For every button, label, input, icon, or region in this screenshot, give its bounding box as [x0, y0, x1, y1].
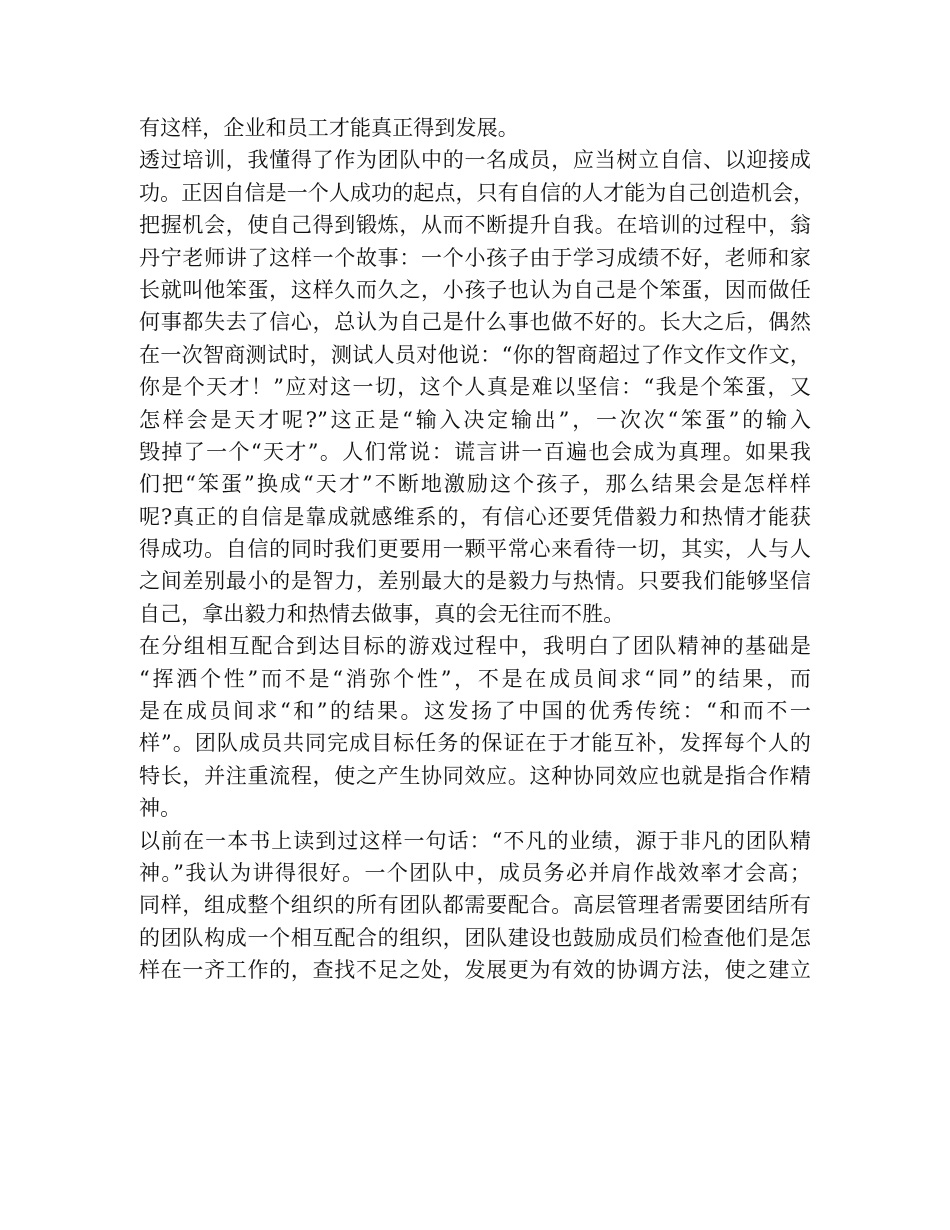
text-line: 何事都失去了信心，总认为自己是什么事也做不好的。长大之后，偶然: [139, 310, 811, 335]
text-line: 在一次智商测试时，测试人员对他说：“你的智商超过了作文作文作文，: [139, 342, 811, 367]
text-line: 你是个天才！”应对这一切，这个人真是难以坚信：“我是个笨蛋，又: [139, 375, 811, 400]
text-line: 把握机会，使自己得到锻炼，从而不断提升自我。在培训的过程中，翁: [139, 213, 811, 238]
text-line: 怎样会是天才呢?”这正是“输入决定输出”，一次次“笨蛋”的输入: [139, 407, 811, 432]
text-line: 是在成员间求“和”的结果。这发扬了中国的优秀传统：“和而不一: [139, 699, 811, 724]
text-line: 样”。团队成员共同完成目标任务的保证在于才能互补，发挥每个人的: [139, 731, 811, 756]
text-line: 有这样，企业和员工才能真正得到发展。: [139, 116, 519, 140]
text-line: 得成功。自信的同时我们更要用一颗平常心来看待一切，其实，人与人: [139, 537, 811, 562]
text-line: 特长，并注重流程，使之产生协同效应。这种协同效应也就是指合作精: [139, 763, 811, 788]
text-line: 之间差别最小的是智力，差别最大的是毅力与热情。只要我们能够坚信: [139, 569, 811, 594]
text-line: 功。正因自信是一个人成功的起点，只有自信的人才能为自己创造机会，: [139, 180, 815, 205]
text-line: 毁掉了一个“天才”。人们常说：谎言讲一百遍也会成为真理。如果我: [139, 439, 811, 464]
text-line: 丹宁老师讲了这样一个故事：一个小孩子由于学习成绩不好，老师和家: [139, 245, 811, 270]
document-body: [139, 112, 815, 987]
text-line: 自己，拿出毅力和热情去做事，真的会无往而不胜。: [139, 601, 625, 626]
text-line: 在分组相互配合到达目标的游戏过程中，我明白了团队精神的基础是: [139, 634, 811, 659]
text-line: 呢?真正的自信是靠成就感维系的，有信心还要凭借毅力和热情才能获: [139, 504, 811, 529]
text-line: 长就叫他笨蛋，这样久而久之，小孩子也认为自己是个笨蛋，因而做任: [139, 277, 811, 302]
text-line: 神。”我认为讲得很好。一个团队中，成员务必并肩作战效率才会高；: [139, 860, 811, 885]
text-line: 样在一齐工作的，查找不足之处，发展更为有效的协调方法，使之建立: [139, 958, 811, 983]
text-line: 的团队构成一个相互配合的组织，团队建设也鼓励成员们检查他们是怎: [139, 925, 811, 950]
text-line: “挥洒个性”而不是“消弥个性”，不是在成员间求“同”的结果，而: [139, 666, 811, 691]
text-line: 神。: [139, 796, 182, 821]
text-line: 们把“笨蛋”换成“天才”不断地激励这个孩子，那么结果会是怎样样: [139, 472, 811, 497]
text-line: 透过培训，我懂得了作为团队中的一名成员，应当树立自信、以迎接成: [139, 148, 811, 173]
text-line: 同样，组成整个组织的所有团队都需要配合。高层管理者需要团结所有: [139, 893, 811, 918]
text-line: 以前在一本书上读到过这样一句话：“不凡的业绩，源于非凡的团队精: [139, 828, 811, 853]
